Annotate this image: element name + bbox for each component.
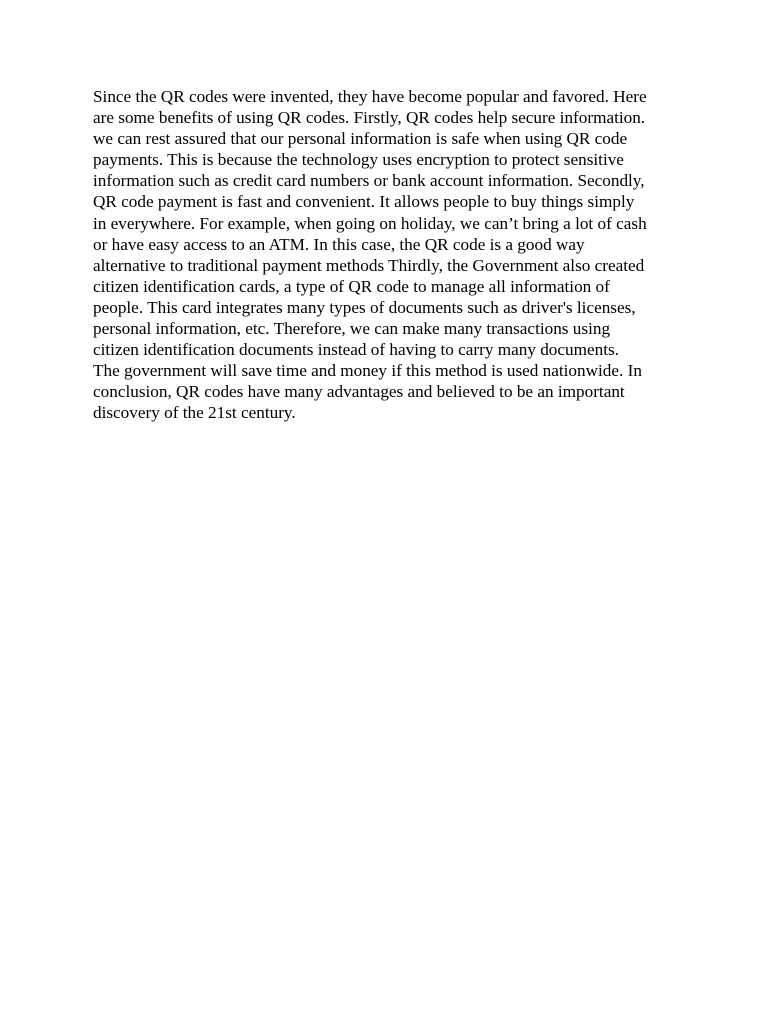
paragraph-line: alternative to traditional payment methods Thirdly, the Government also created [93,255,645,275]
paragraph-line: QR code payment is fast and convenient. It allows people to buy things simply [93,192,635,212]
paragraph-line: Since the QR codes were invented, they have become popular and favored. Here [93,87,647,106]
paragraph-line: people. This card integrates many types of documents such as driver's licenses, [93,297,636,317]
paragraph-line: discovery of the 21st century. [93,403,296,423]
paragraph-line: payments. This is because the technology uses encryption to protect sensitive [93,150,624,170]
paragraph-line: citizen identification documents instead of having to carry many documents. [93,340,619,360]
paragraph-line: The government will save time and money if this method is used nationwide. In [93,361,642,381]
paragraph-line: in everywhere. For example, when going on holiday, we can’t bring a lot of cash [93,213,647,233]
body-paragraph [93,86,683,424]
paragraph-line: are some benefits of using QR codes. Firstly, QR codes help secure information. [93,108,646,128]
paragraph-line: personal information, etc. Therefore, we can make many transactions using [93,319,611,339]
paragraph-line: information such as credit card numbers or bank account information. Secondly, [93,171,645,191]
paragraph-line: we can rest assured that our personal information is safe when using QR code [93,129,628,149]
paragraph-line: conclusion, QR codes have many advantages and believed to be an important [93,382,625,402]
paragraph-line: citizen identification cards, a type of QR code to manage all information of [93,276,610,296]
paragraph-line: or have easy access to an ATM. In this case, the QR code is a good way [93,234,585,254]
